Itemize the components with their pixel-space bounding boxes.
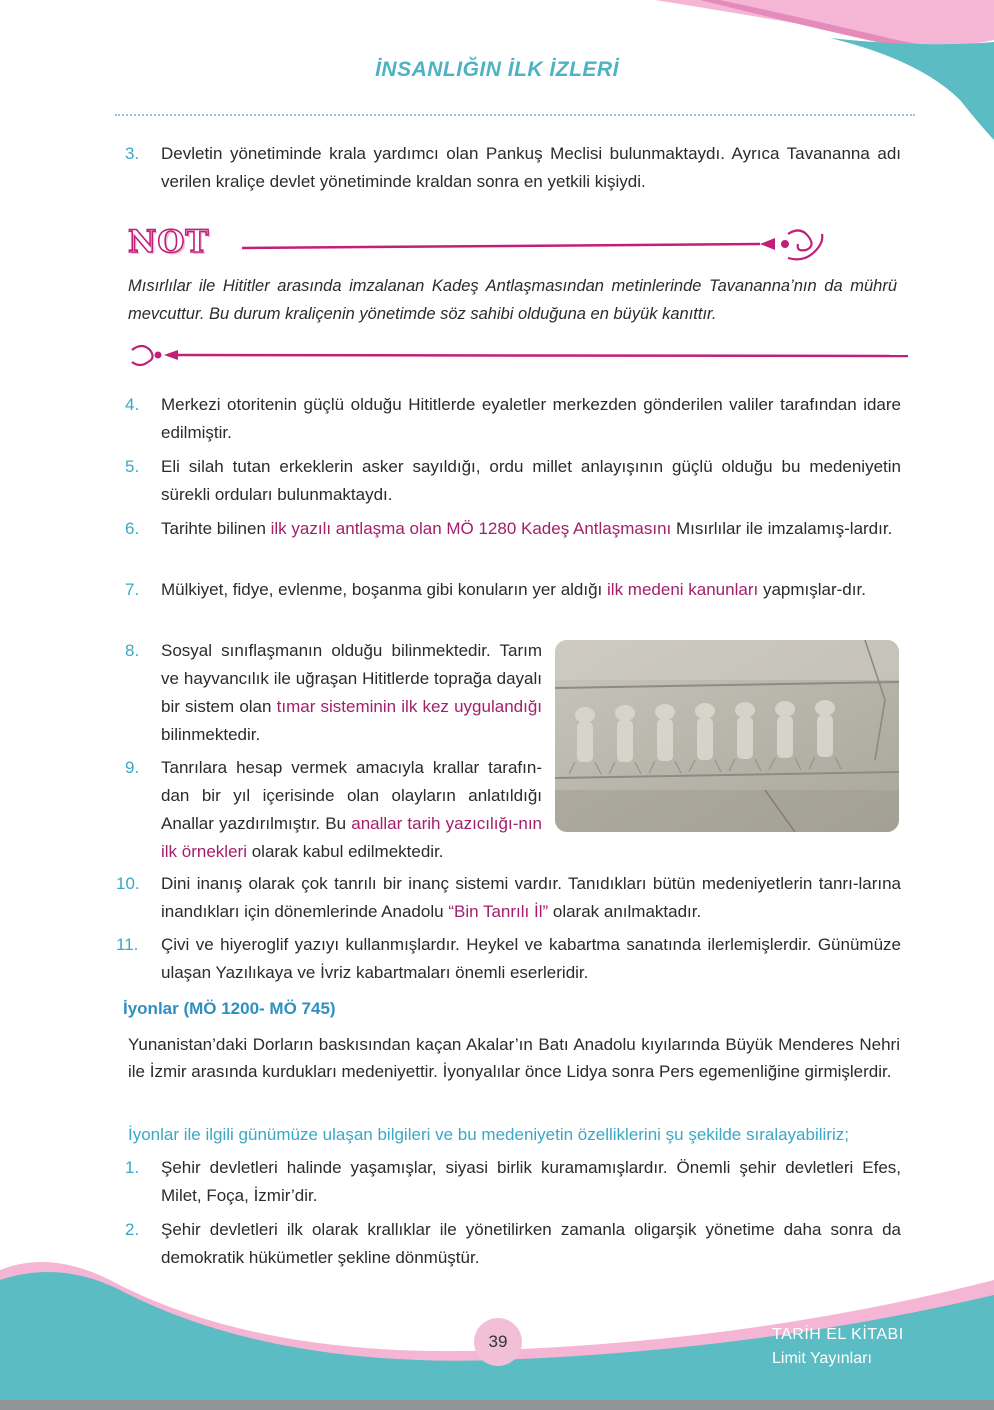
list-text: Devletin yönetiminde krala yardımcı olan Pankuş Meclisi bulunmaktaydı. Ayrıca Tavananna adı verilen kraliçe devlet yönetiminde kraldan sonra en yetkili kişiydi. — [161, 144, 901, 191]
list-number: 3. — [125, 144, 140, 163]
note-top-ornament — [240, 228, 830, 264]
list-text — [161, 576, 901, 604]
list-number: 7. — [125, 580, 140, 599]
list-number: 9. — [125, 758, 140, 777]
highlight-text: “Bin Tanrılı İl” — [448, 902, 549, 921]
list-number: 11. — [116, 935, 139, 954]
list-number: 10. — [116, 874, 140, 893]
list-number: 2. — [125, 1220, 140, 1239]
list-text: Şehir devletleri halinde yaşamışlar, siyasi birlik kuramamışlardır. Önemli şehir devletleri Efes, Milet, Foça, İzmir’dir. — [161, 1158, 901, 1205]
yazilikaya-relief-photo — [555, 640, 899, 832]
note-text: Mısırlılar ile Hititler arasında imzalanan Kadeş Antlaşmasından metinlerinde Tavananna’nın da mührü mevcuttur. Bu durum kraliçenin yönetimde söz sahibi olduğuna en büyük kanıttır. — [128, 277, 897, 323]
list-number: 1. — [125, 1158, 140, 1177]
list-number: 5. — [125, 457, 140, 476]
text-plain: Dini inanış olarak çok tanrılı bir inanç sistemi vardır. Tanıdıkları bütün medeniyetlerin tanrı-larına inandıkları için dönemlerinde Anadolu — [161, 874, 901, 921]
header-divider — [115, 114, 915, 116]
list-text — [161, 870, 901, 926]
list-text — [161, 637, 542, 749]
highlight-text: anallar tarih yazıcılığı-nın ilk örnekleri — [161, 814, 543, 861]
section-heading: İyonlar (MÖ 1200- MÖ 745) — [123, 999, 336, 1018]
list-text — [161, 515, 901, 543]
list-text — [161, 754, 542, 866]
note-logo: NOT — [128, 224, 210, 260]
page-header-title: İNSANLIĞIN İLK İZLERİ — [375, 58, 619, 81]
relief-image — [555, 640, 899, 832]
text-plain: bilinmektedir. — [161, 725, 261, 744]
footer-publisher: Limit Yayınları — [772, 1350, 872, 1367]
section-intro-line: İyonlar ile ilgili günümüze ulaşan bilgileri ve bu medeniyetin özelliklerini şu şekilde sıralayabiliriz; — [128, 1125, 849, 1144]
page-number-badge: 39 — [474, 1318, 522, 1366]
text-plain: Tanrılara hesap vermek amacıyla krallar tarafın-dan bir yıl içerisinde olan olayların anlatıldığı Anallar yazdırılmıştır. Bu — [161, 758, 542, 833]
list-text: Merkezi otoritenin güçlü olduğu Hititlerde eyaletler merkezden gönderilen valiler tarafından idare edilmiştir. — [161, 395, 901, 442]
text-plain: yapmışlar-dır. — [758, 580, 866, 599]
text-plain: Tarihte bilinen — [161, 519, 271, 538]
text-plain: olarak anılmaktadır. — [548, 902, 702, 921]
text-plain: olarak kabul edilmektedir. — [246, 842, 444, 861]
text-plain: Mülkiyet, fidye, evlenme, boşanma gibi konuların yer aldığı — [161, 580, 608, 599]
text-plain: Sosyal sınıflaşmanın olduğu bilinmektedir. Tarım ve hayvancılık ile uğraşan Hititlerde toprağa dayalı bir sistem olan — [161, 641, 542, 716]
highlight-text: tımar sisteminin ilk kez uygulandığı — [276, 697, 542, 716]
highlight-text: ilk medeni kanunları — [607, 580, 759, 599]
list-text: Çivi ve hiyeroglif yazıyı kullanmışlardır. Heykel ve kabartma sanatında ilerlemişlerdir. Günümüze ulaşan Yazılıkaya ve İvriz kabartmaları önemli eserleridir. — [161, 935, 901, 982]
list-number: 4. — [125, 395, 140, 414]
list-number: 8. — [125, 641, 140, 660]
section-paragraph: Yunanistan’daki Dorların baskısından kaçan Akalar’ın Batı Anadolu kıyılarında Büyük Menderes Nehri ile İzmir arasında kurdukları medeniyettir. İyonyalılar önce Lidya sonra Pers egemenliğine girmişlerdir. — [128, 1035, 900, 1081]
text-plain: Mısırlılar ile imzalamış-lardır. — [671, 519, 893, 538]
list-number: 6. — [125, 519, 140, 538]
list-text: Şehir devletleri ilk olarak krallıklar ile yönetilirken zamanla oligarşik yönetime daha sonra da demokratik hükümetler şekline dönmüştür. — [161, 1220, 901, 1267]
highlight-text: ilk yazılı antlaşma olan MÖ 1280 Kadeş Antlaşmasını — [270, 519, 672, 538]
list-text: Eli silah tutan erkeklerin asker sayıldığı, ordu millet anlayışının güçlü olduğu bu medeniyetin sürekli orduları bulunmaktaydı. — [161, 457, 901, 504]
note-bottom-ornament — [128, 340, 910, 370]
footer-book-title: TARİH EL KİTABI — [772, 1326, 904, 1343]
